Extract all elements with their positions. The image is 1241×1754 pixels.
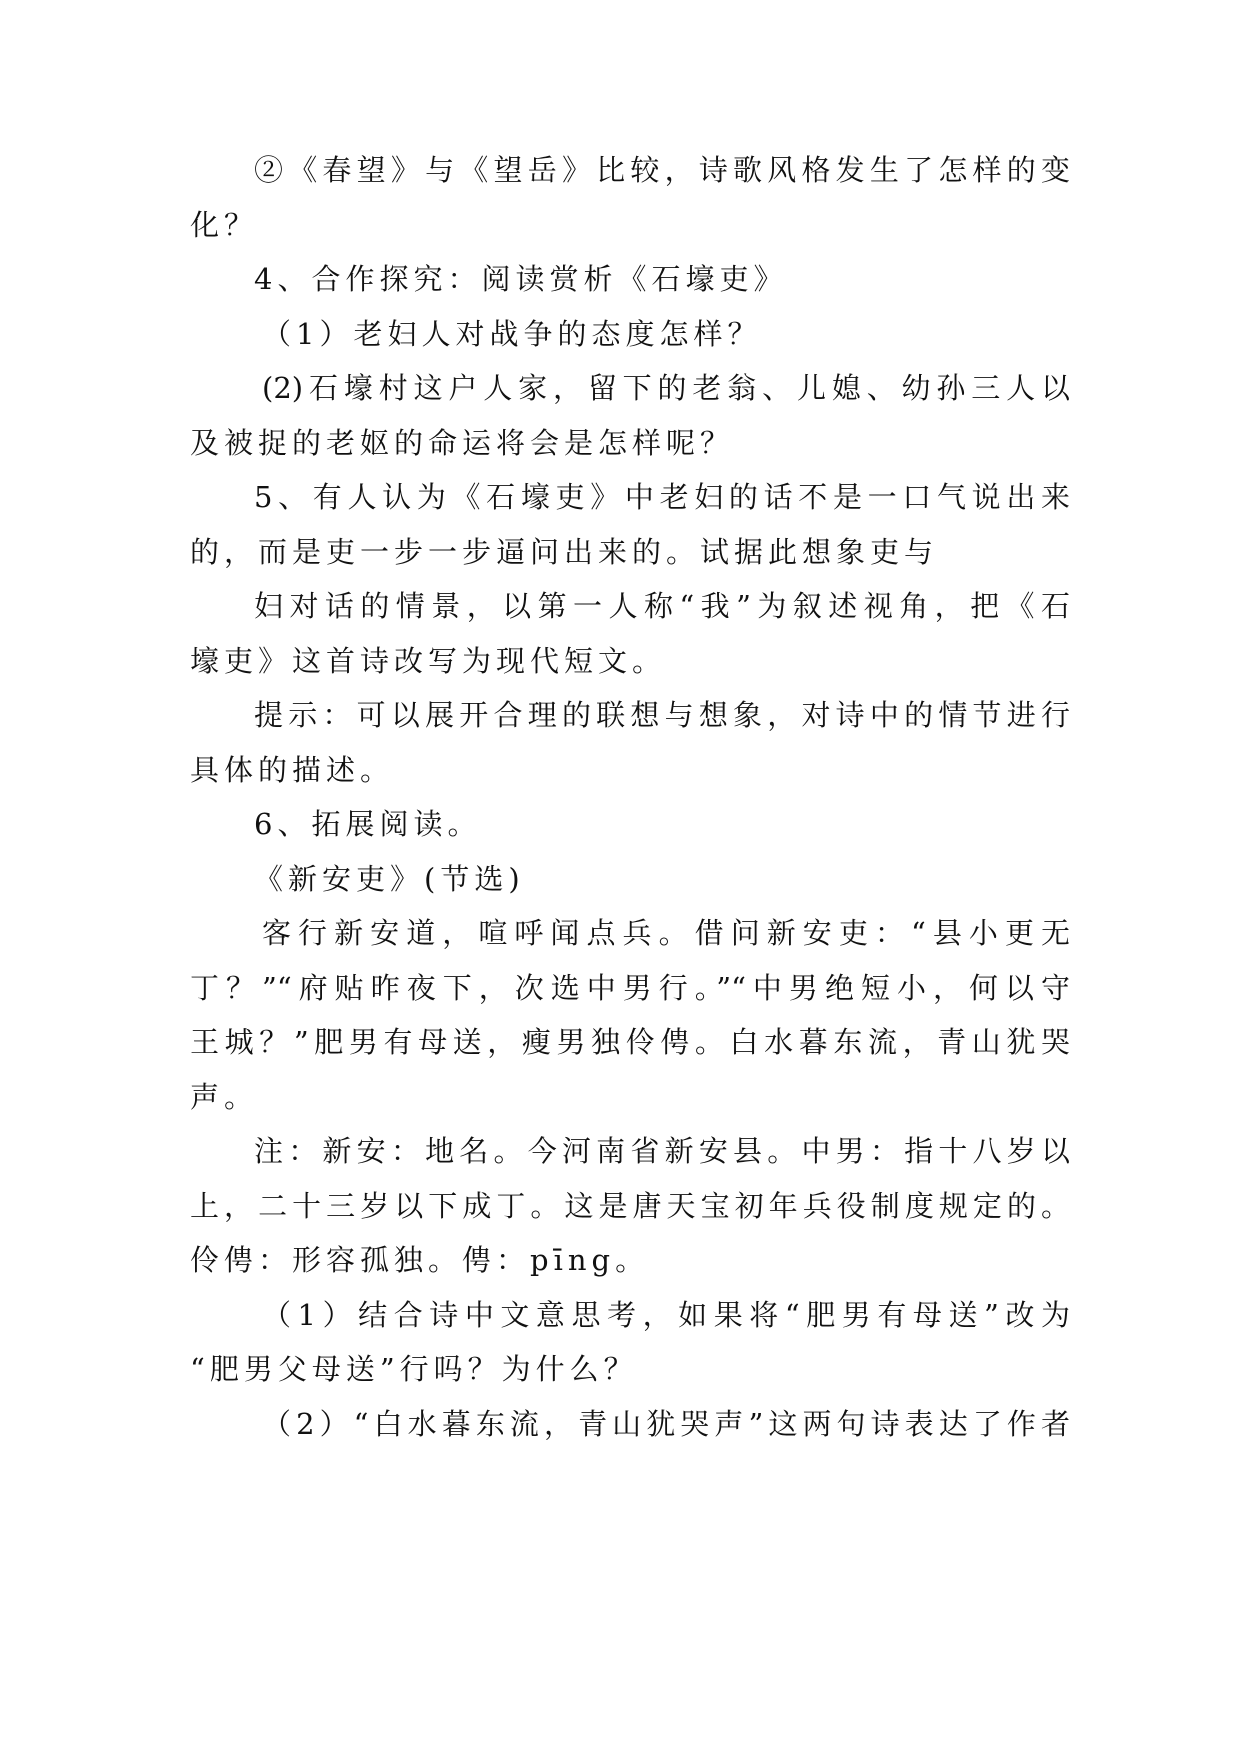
text-line: （1）结合诗中文意思考，如果将“肥男有母送”改为 <box>262 1298 1070 1332</box>
text-line: (2)石壕村这户人家，留下的老翁、儿媳、幼孙三人以 <box>262 371 1070 405</box>
text-line: 壕吏》这首诗改写为现代短文。 <box>190 644 667 678</box>
text-line: 妇对话的情景，以第一人称“我”为叙述视角，把《石 <box>254 589 1070 623</box>
text-line: 具体的描述。 <box>190 753 395 787</box>
text-line: 王城？”肥男有母送，瘦男独伶俜。白水暮东流，青山犹哭 <box>190 1025 1070 1059</box>
text-line: 《新安吏》(节选) <box>254 862 525 896</box>
text-line: （1）老妇人对战争的态度怎样？ <box>262 317 762 351</box>
text-line: “肥男父母送”行吗？为什么？ <box>190 1352 638 1386</box>
text-line: 化？ <box>190 208 259 242</box>
text-line: 注：新安：地名。今河南省新安县。中男：指十八岁以 <box>254 1134 1070 1168</box>
text-line: 伶俜：形容孤独。俜：pīng。 <box>190 1243 650 1277</box>
text-line: 及被捉的老妪的命运将会是怎样呢？ <box>190 426 735 460</box>
text-line: ②《春望》与《望岳》比较，诗歌风格发生了怎样的变 <box>254 153 1070 187</box>
text-line: 的，而是吏一步一步逼问出来的。试据此想象吏与 <box>190 535 939 569</box>
text-line: 丁？”“府贴昨夜下，次选中男行。”“中男绝短小，何以守 <box>190 971 1070 1005</box>
text-line: 客行新安道，喧呼闻点兵。借问新安吏：“县小更无 <box>262 916 1070 950</box>
text-line: （2）“白水暮东流，青山犹哭声”这两句诗表达了作者 <box>262 1407 1070 1441</box>
text-line: 4、合作探究：阅读赏析《石壕吏》 <box>254 262 788 296</box>
text-line: 上，二十三岁以下成丁。这是唐天宝初年兵役制度规定的。 <box>190 1189 1070 1223</box>
text-line: 提示：可以展开合理的联想与想象，对诗中的情节进行 <box>254 698 1070 732</box>
text-line: 声。 <box>190 1080 259 1114</box>
text-line: 5、有人认为《石壕吏》中老妇的话不是一口气说出来 <box>254 480 1070 514</box>
text-line: 6、拓展阅读。 <box>254 807 482 841</box>
